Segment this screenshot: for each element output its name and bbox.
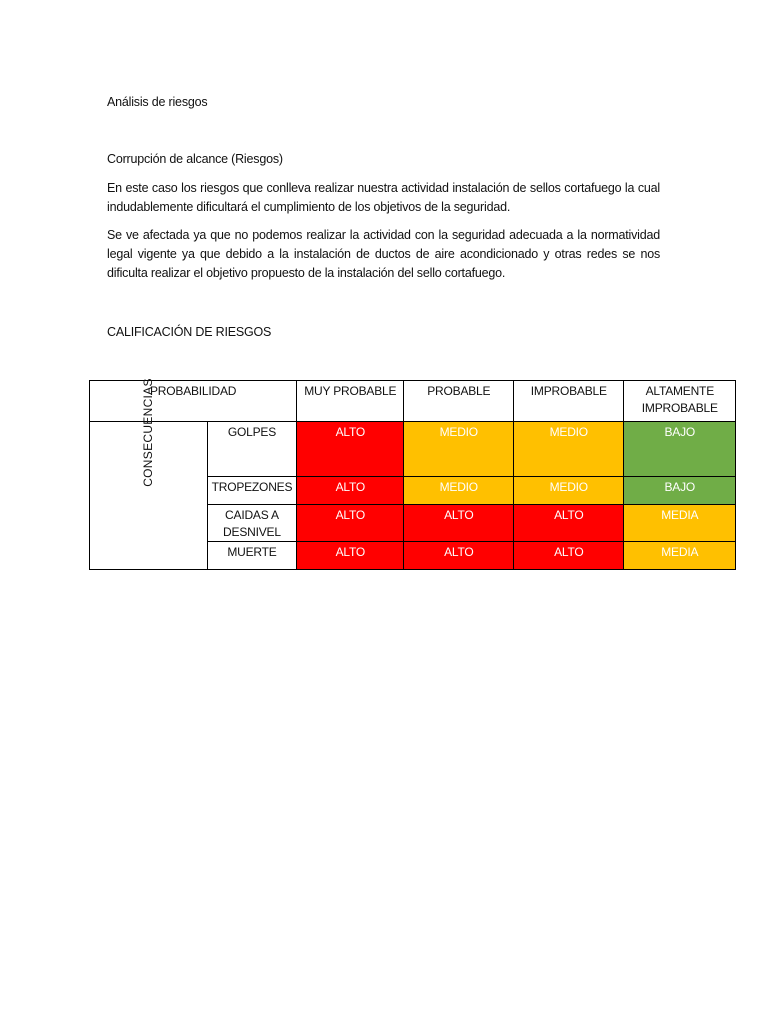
risk-cell: MEDIA — [624, 505, 736, 542]
document-title: Análisis de riesgos — [107, 95, 208, 109]
risk-section-heading: CALIFICACIÓN DE RIESGOS — [107, 325, 272, 339]
risk-cell: MEDIO — [404, 477, 514, 505]
paragraph-1: En este caso los riesgos que conlleva realizar nuestra actividad instalación de sellos cortafuego la cual indudablemente dificultará el cumplimiento de los objetivos de la seguridad. — [107, 181, 660, 214]
row-label: TROPEZONES — [207, 477, 297, 505]
risk-cell: BAJO — [624, 422, 736, 477]
risk-cell: MEDIO — [514, 422, 624, 477]
risk-cell: MEDIO — [514, 477, 624, 505]
risk-cell: MEDIA — [624, 542, 736, 570]
column-header: IMPROBABLE — [514, 381, 624, 422]
risk-cell: ALTO — [297, 477, 404, 505]
column-header: ALTAMENTE IMPROBABLE — [624, 381, 736, 422]
risk-cell: ALTO — [297, 542, 404, 570]
risk-cell: ALTO — [514, 505, 624, 542]
risk-cell: BAJO — [624, 477, 736, 505]
row-label: MUERTE — [207, 542, 297, 570]
risk-cell: ALTO — [297, 505, 404, 542]
risk-cell: ALTO — [404, 542, 514, 570]
column-header: MUY PROBABLE — [297, 381, 404, 422]
row-label: GOLPES — [207, 422, 297, 477]
risk-cell: MEDIO — [404, 422, 514, 477]
row-label: CAIDAS A DESNIVEL — [207, 505, 297, 542]
paragraph-2: Se ve afectada ya que no podemos realizar la actividad con la seguridad adecuada a la normatividad legal vigente ya que debido a la instalación de ductos de aire acondicionado y otras redes se nos dificulta realizar el objetivo propuesto de la instalación del sello cortafuego. — [107, 228, 660, 280]
risk-cell: ALTO — [514, 542, 624, 570]
probability-header: PROBABILIDAD — [90, 381, 297, 422]
column-header: PROBABLE — [404, 381, 514, 422]
risk-matrix-table — [89, 380, 736, 570]
risk-cell: ALTO — [404, 505, 514, 542]
risk-cell: ALTO — [297, 422, 404, 477]
consequences-label: CONSECUENCIAS — [140, 378, 155, 487]
section-subtitle: Corrupción de alcance (Riesgos) — [107, 152, 283, 166]
